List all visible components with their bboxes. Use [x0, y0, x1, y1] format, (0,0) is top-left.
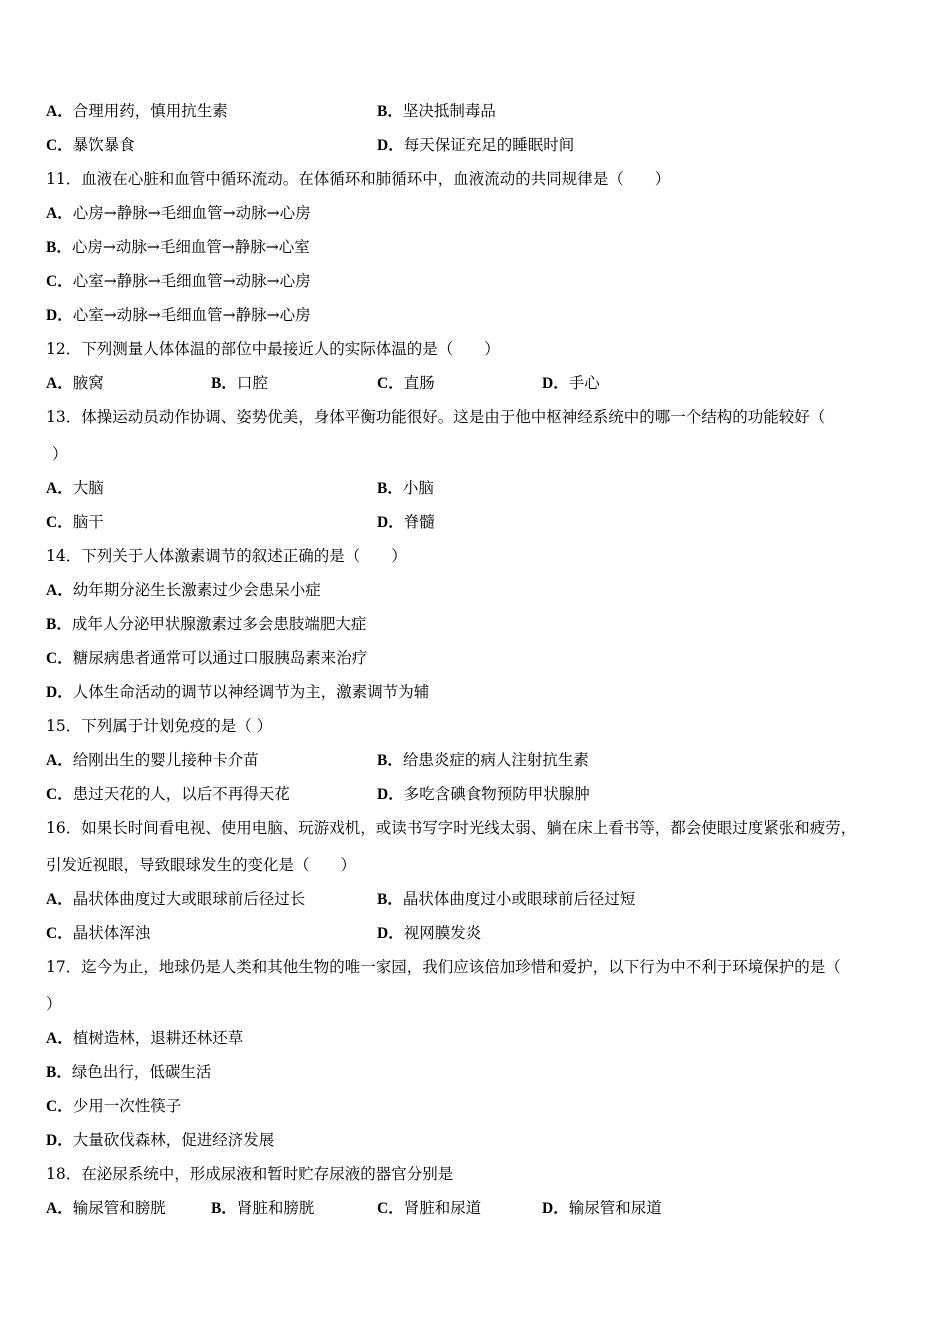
- q13-options-row-2: [46, 510, 906, 534]
- q11-option-b: B．心房→动脉→毛细血管→静脉→心室: [46, 238, 310, 256]
- q10-options-row-2: [46, 133, 906, 157]
- q18-option-b: B．肾脏和膀胱: [211, 1199, 315, 1217]
- q12-option-b: B．口腔: [211, 374, 268, 392]
- q12-options-row: [46, 371, 906, 395]
- q10-options-row-1: [46, 99, 906, 123]
- q17-option-d: D．大量砍伐森林，促进经济发展: [46, 1131, 275, 1149]
- q11-option-a: A．心房→静脉→毛细血管→动脉→心房: [46, 204, 311, 222]
- q17-option-a: A．植树造林，退耕还林还草: [46, 1029, 244, 1047]
- q14-option-b: B．成年人分泌甲状腺激素过多会患肢端肥大症: [46, 615, 367, 633]
- q16-option-c: C．晶状体浑浊: [46, 924, 151, 942]
- q13-option-a: A．大脑: [46, 479, 104, 497]
- q17-stem-line1: 17．迄今为止，地球仍是人类和其他生物的唯一家园，我们应该倍加珍惜和爱护，以下行为中不利于环境保护的是（: [46, 958, 841, 976]
- q13-stem-line1: 13．体操运动员动作协调、姿势优美，身体平衡功能很好。这是由于他中枢神经系统中的哪一个结构的功能较好（: [46, 408, 826, 426]
- q16-option-d: D．视网膜发炎: [377, 924, 482, 942]
- q14-option-d: D．人体生命活动的调节以神经调节为主，激素调节为辅: [46, 683, 430, 701]
- q15-option-d: D．多吃含碘食物预防甲状腺肿: [377, 785, 590, 803]
- q18-stem: 18．在泌尿系统中，形成尿液和暂时贮存尿液的器官分别是: [46, 1165, 454, 1183]
- q13-options-row-1: [46, 476, 906, 500]
- q12-option-a: A．腋窝: [46, 374, 104, 392]
- q13-option-b: B．小脑: [377, 479, 434, 497]
- q12-option-d: D．手心: [542, 374, 600, 392]
- q11-option-d: D．心室→动脉→毛细血管→静脉→心房: [46, 306, 311, 324]
- q14-option-a: A．幼年期分泌生长激素过少会患呆小症: [46, 581, 321, 599]
- q10-option-a: A．合理用药，慎用抗生素: [46, 102, 228, 120]
- q17-option-c: C．少用一次性筷子: [46, 1097, 182, 1115]
- q15-stem: 15．下列属于计划免疫的是（ ）: [46, 717, 273, 735]
- q16-stem-line2: 引发近视眼，导致眼球发生的变化是（ ）: [46, 856, 357, 874]
- q18-option-a: A．输尿管和膀胱: [46, 1199, 166, 1217]
- q16-stem-line1: 16．如果长时间看电视、使用电脑、玩游戏机，或读书写字时光线太弱、躺在床上看书等，都会使眼过度紧张和疲劳，: [46, 819, 857, 837]
- q15-options-row-1: [46, 748, 906, 772]
- q16-option-b: B．晶状体曲度过小或眼球前后径过短: [377, 890, 636, 908]
- q10-option-b: B．坚决抵制毒品: [377, 102, 496, 120]
- q12-option-c: C．直肠: [377, 374, 435, 392]
- q16-options-row-2: [46, 921, 906, 945]
- q13-option-d: D．脊髓: [377, 513, 435, 531]
- q17-stem-line2: ）: [46, 995, 62, 1013]
- q15-option-b: B．给患炎症的病人注射抗生素: [377, 751, 589, 769]
- q14-stem: 14．下列关于人体激素调节的叙述正确的是（ ）: [46, 547, 407, 565]
- q15-option-a: A．给刚出生的婴儿接种卡介苗: [46, 751, 259, 769]
- q12-stem: 12．下列测量人体体温的部位中最接近人的实际体温的是（ ）: [46, 340, 500, 358]
- q10-option-c: C．暴饮暴食: [46, 136, 135, 154]
- q16-options-row-1: [46, 887, 906, 911]
- q10-option-d: D．每天保证充足的睡眠时间: [377, 136, 575, 154]
- q14-option-c: C．糖尿病患者通常可以通过口服胰岛素来治疗: [46, 649, 368, 667]
- q13-stem-line2: ）: [52, 445, 68, 463]
- q13-option-c: C．脑干: [46, 513, 104, 531]
- q18-options-row: [46, 1196, 906, 1220]
- q15-option-c: C．患过天花的人，以后不再得天花: [46, 785, 290, 803]
- q17-option-b: B．绿色出行，低碳生活: [46, 1063, 212, 1081]
- q11-stem: 11．血液在心脏和血管中循环流动。在体循环和肺循环中，血液流动的共同规律是（ ）: [46, 170, 671, 188]
- q15-options-row-2: [46, 782, 906, 806]
- q11-option-c: C．心室→静脉→毛细血管→动脉→心房: [46, 272, 311, 290]
- q16-option-a: A．晶状体曲度过大或眼球前后径过长: [46, 890, 306, 908]
- q18-option-d: D．输尿管和尿道: [542, 1199, 662, 1217]
- q18-option-c: C．肾脏和尿道: [377, 1199, 482, 1217]
